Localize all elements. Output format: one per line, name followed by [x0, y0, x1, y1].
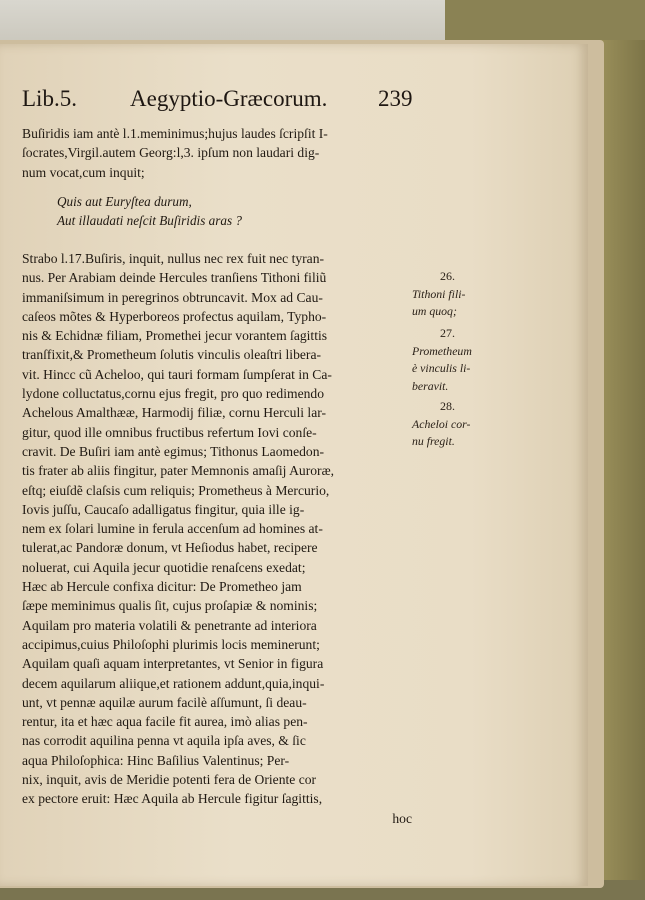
text-line: nus. Per Arabiam deinde Hercules tranſiens Tithoni filiũ — [22, 270, 327, 286]
marginal-line: um quoq; — [412, 304, 457, 318]
text-line: nix, inquit, avis de Meridie potenti fera de Oriente cor — [22, 772, 317, 788]
text-line: aqua Philoſophica: Hinc Baſilius Valentinus; Per- — [22, 752, 290, 768]
text-line: eſtq; eiuſdẽ claſsis cum reliquis; Prometheus à Mercurio, — [22, 482, 330, 498]
text-line: Achelous Amalthææ, Harmodij filiæ, cornu Herculi lar- — [22, 405, 327, 421]
text-line: num vocat,cum inquit; — [22, 164, 145, 180]
text-line: unt, vt pennæ aquilæ aurum facilè aſſumunt, ſi deau- — [22, 694, 307, 710]
marginal-number: 27. — [440, 326, 455, 340]
text-line: accipimus,cuius Philoſophi plurimis locis meminerunt; — [22, 636, 320, 652]
text-line: tranſfixit,& Prometheum ſolutis vinculis oleaſtri libera- — [22, 347, 322, 363]
marginal-number: 26. — [440, 269, 455, 283]
book-label: Lib.5. — [22, 86, 77, 111]
verse-line: Quis aut Euryſtea durum, — [57, 194, 192, 209]
text-line: ſocrates,Virgil.autem Georg:l,3. ipſum non laudari dig- — [22, 145, 320, 161]
text-line: Aquilam quaſi aquam interpretantes, vt Senior in figura — [22, 656, 324, 672]
marginal-line: beravit. — [412, 378, 449, 393]
background-binding — [600, 40, 645, 900]
catchword: hoc — [392, 810, 412, 826]
text-line: vit. Hincc cũ Acheloo, qui tauri formam ſumpſerat in Ca- — [22, 366, 332, 382]
marginal-line: Prometheum — [412, 343, 472, 358]
text-line: cravit. De Buſiri iam antè egimus; Tithonus Laomedon- — [22, 443, 325, 459]
paragraph-2 — [22, 249, 412, 828]
marginal-line: Acheloi cor- — [412, 416, 471, 431]
text-line: Aquilam pro materia volatili & penetrante ad interiora — [22, 617, 317, 633]
marginal-number: 28. — [440, 399, 455, 413]
text-line: noluerat, cui Aquila jecur quotidie renaſcens exedat; — [22, 559, 306, 575]
text-line: nas corrodit aquilina penna vt aquila ipſa aves, & ſic — [22, 733, 306, 749]
text-line: tulerat,ac Pandoræ donum, vt Heſiodus habet, recipere — [22, 540, 318, 556]
text-line: immaniſsimum in peregrinos obtruncavit. Mox ad Cau- — [22, 289, 323, 305]
text-line: ſæpe meminimus qualis ſit, cujus proſapiæ & nominis; — [22, 598, 318, 614]
running-title: Aegyptio-Græcorum. — [130, 86, 328, 111]
text-line: lydone colluctatus,cornu ejus fregit, pro quo redimendo — [22, 386, 325, 402]
text-line: caſeos mõtes & Hyperboreos profectus aquilam, Typho- — [22, 308, 327, 324]
page-number: 239 — [378, 86, 413, 111]
text-line: decem aquilarum aliique,et rationem addunt,quia,inqui- — [22, 675, 325, 691]
verse-line: Aut illaudati neſcit Buſiridis aras ? — [57, 213, 242, 228]
running-header — [22, 86, 422, 120]
paragraph-1 — [22, 124, 412, 182]
marginal-note-27 — [412, 325, 502, 395]
marginal-note-28 — [412, 398, 502, 451]
text-line: Iovis juſſu, Caucaſo adalligatus fingitur, quia ille ig- — [22, 501, 305, 517]
text-line: tis frater ab aliis fingitur, pater Memnonis amaſij Auroræ, — [22, 463, 335, 479]
text-line: ex pectore eruit: Hæc Aquila ab Hercule figitur ſagittis, — [22, 791, 323, 807]
text-line: Hæc ab Hercule confixa dicitur: De Prometheo jam — [22, 579, 302, 595]
text-line: nis & Echidnæ filiam, Promethei jecur vorantem ſagittis — [22, 328, 328, 344]
verse-quote — [57, 192, 447, 230]
text-line: rentur, ita et hæc aqua facile fit aurea, imò alias pen- — [22, 714, 308, 730]
marginal-line: Tithoni fili- — [412, 286, 466, 301]
text-line: Buſiridis iam antè l.1.meminimus;hujus laudes ſcripſit I- — [22, 126, 328, 141]
marginal-note-26 — [412, 268, 502, 321]
text-line: gitur, quod ille omnibus fructibus refertum Iovi conſe- — [22, 424, 317, 440]
marginal-line: è vinculis li- — [412, 361, 471, 375]
marginal-line: nu fregit. — [412, 434, 455, 448]
text-line: nem ex ſolari lumine in ferula accenſum ad homines at- — [22, 521, 323, 537]
text-line: Strabo l.17.Buſiris, inquit, nullus nec rex fuit nec tyran- — [22, 251, 325, 266]
